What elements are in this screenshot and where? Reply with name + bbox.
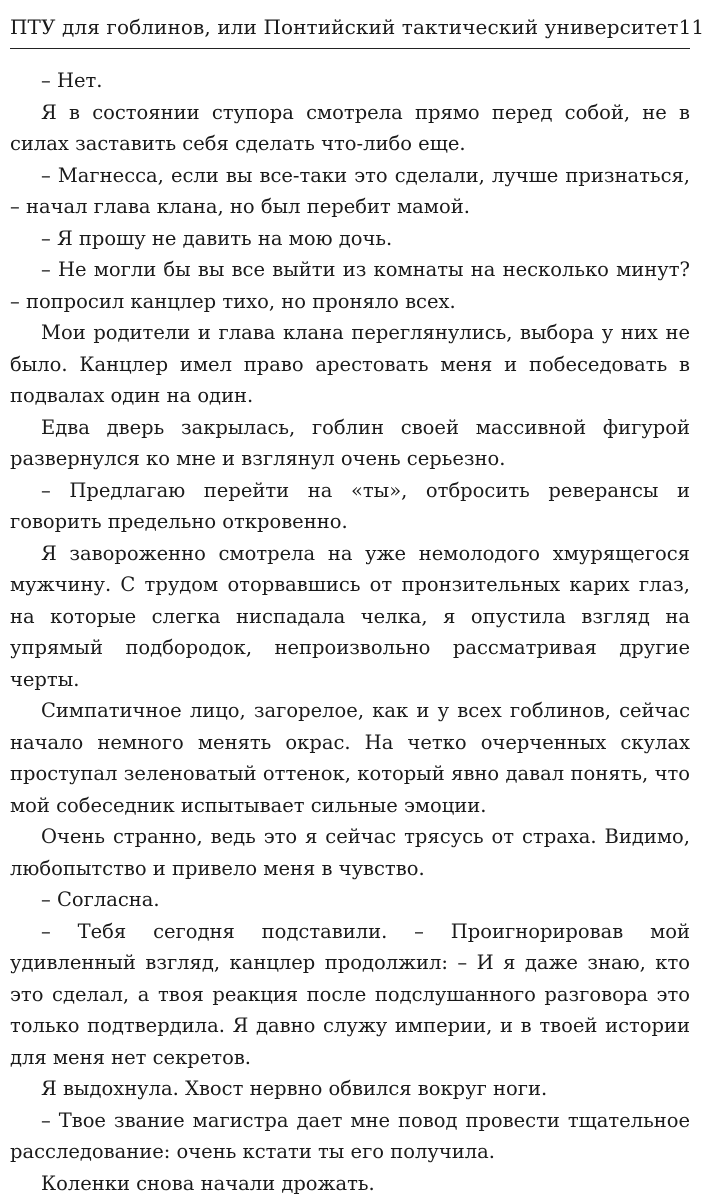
paragraph: Едва дверь закрылась, гоблин своей массивной фигурой развернулся ко мне и взглянул очень серьезно.: [10, 412, 690, 475]
paragraph: Очень странно, ведь это я сейчас трясусь от страха. Видимо, любопытство и привело меня в чувство.: [10, 821, 690, 884]
paragraph: – Тебя сегодня подставили. – Проигнорировав мой удивленный взгляд, канцлер продолжил: – И я даже знаю, кто это сделал, а твоя реакция после подслушанного разговора это только подтвердила. Я давно служу империи, и в твоей истории для меня нет секретов.: [10, 916, 690, 1074]
header-rule: [10, 48, 690, 49]
running-head-title: ПТУ для гоблинов, или Понтийский тактический университет: [10, 17, 679, 37]
paragraph: Мои родители и глава клана переглянулись, выбора у них не было. Канцлер имел право арестовать меня и побеседовать в подвалах один на один.: [10, 317, 690, 412]
page-number: 11: [679, 17, 704, 37]
paragraph: Я выдохнула. Хвост нервно обвился вокруг ноги.: [10, 1073, 690, 1105]
running-head: [10, 10, 690, 44]
paragraph: – Твое звание магистра дает мне повод провести тщательное расследование: очень кстати ты его получила.: [10, 1105, 690, 1168]
paragraph: – Не могли бы вы все выйти из комнаты на несколько минут? – попросил канцлер тихо, но проняло всех.: [10, 254, 690, 317]
paragraph: – Согласна.: [10, 884, 690, 916]
paragraph: – Магнесса, если вы все-таки это сделали, лучше признаться, – начал глава клана, но был перебит мамой.: [10, 160, 690, 223]
paragraph: Я в состоянии ступора смотрела прямо перед собой, не в силах заставить себя сделать что-либо еще.: [10, 97, 690, 160]
paragraph: Я завороженно смотрела на уже немолодого хмурящегося мужчину. С трудом оторвавшись от пронзительных карих глаз, на которые слегка ниспадала челка, я опустила взгляд на упрямый подбородок, непроизвольно рассматривая другие черты.: [10, 538, 690, 696]
paragraph: – Нет.: [10, 65, 690, 97]
paragraph: – Предлагаю перейти на «ты», отбросить реверансы и говорить предельно откровенно.: [10, 475, 690, 538]
paragraph: Симпатичное лицо, загорелое, как и у всех гоблинов, сейчас начало немного менять окрас. На четко очерченных скулах проступал зеленоватый оттенок, который явно давал понять, что мой собеседник испытывает сильные эмоции.: [10, 695, 690, 821]
paragraph: Коленки снова начали дрожать.: [10, 1168, 690, 1199]
body-text: [10, 65, 690, 1199]
paragraph: – Я прошу не давить на мою дочь.: [10, 223, 690, 255]
